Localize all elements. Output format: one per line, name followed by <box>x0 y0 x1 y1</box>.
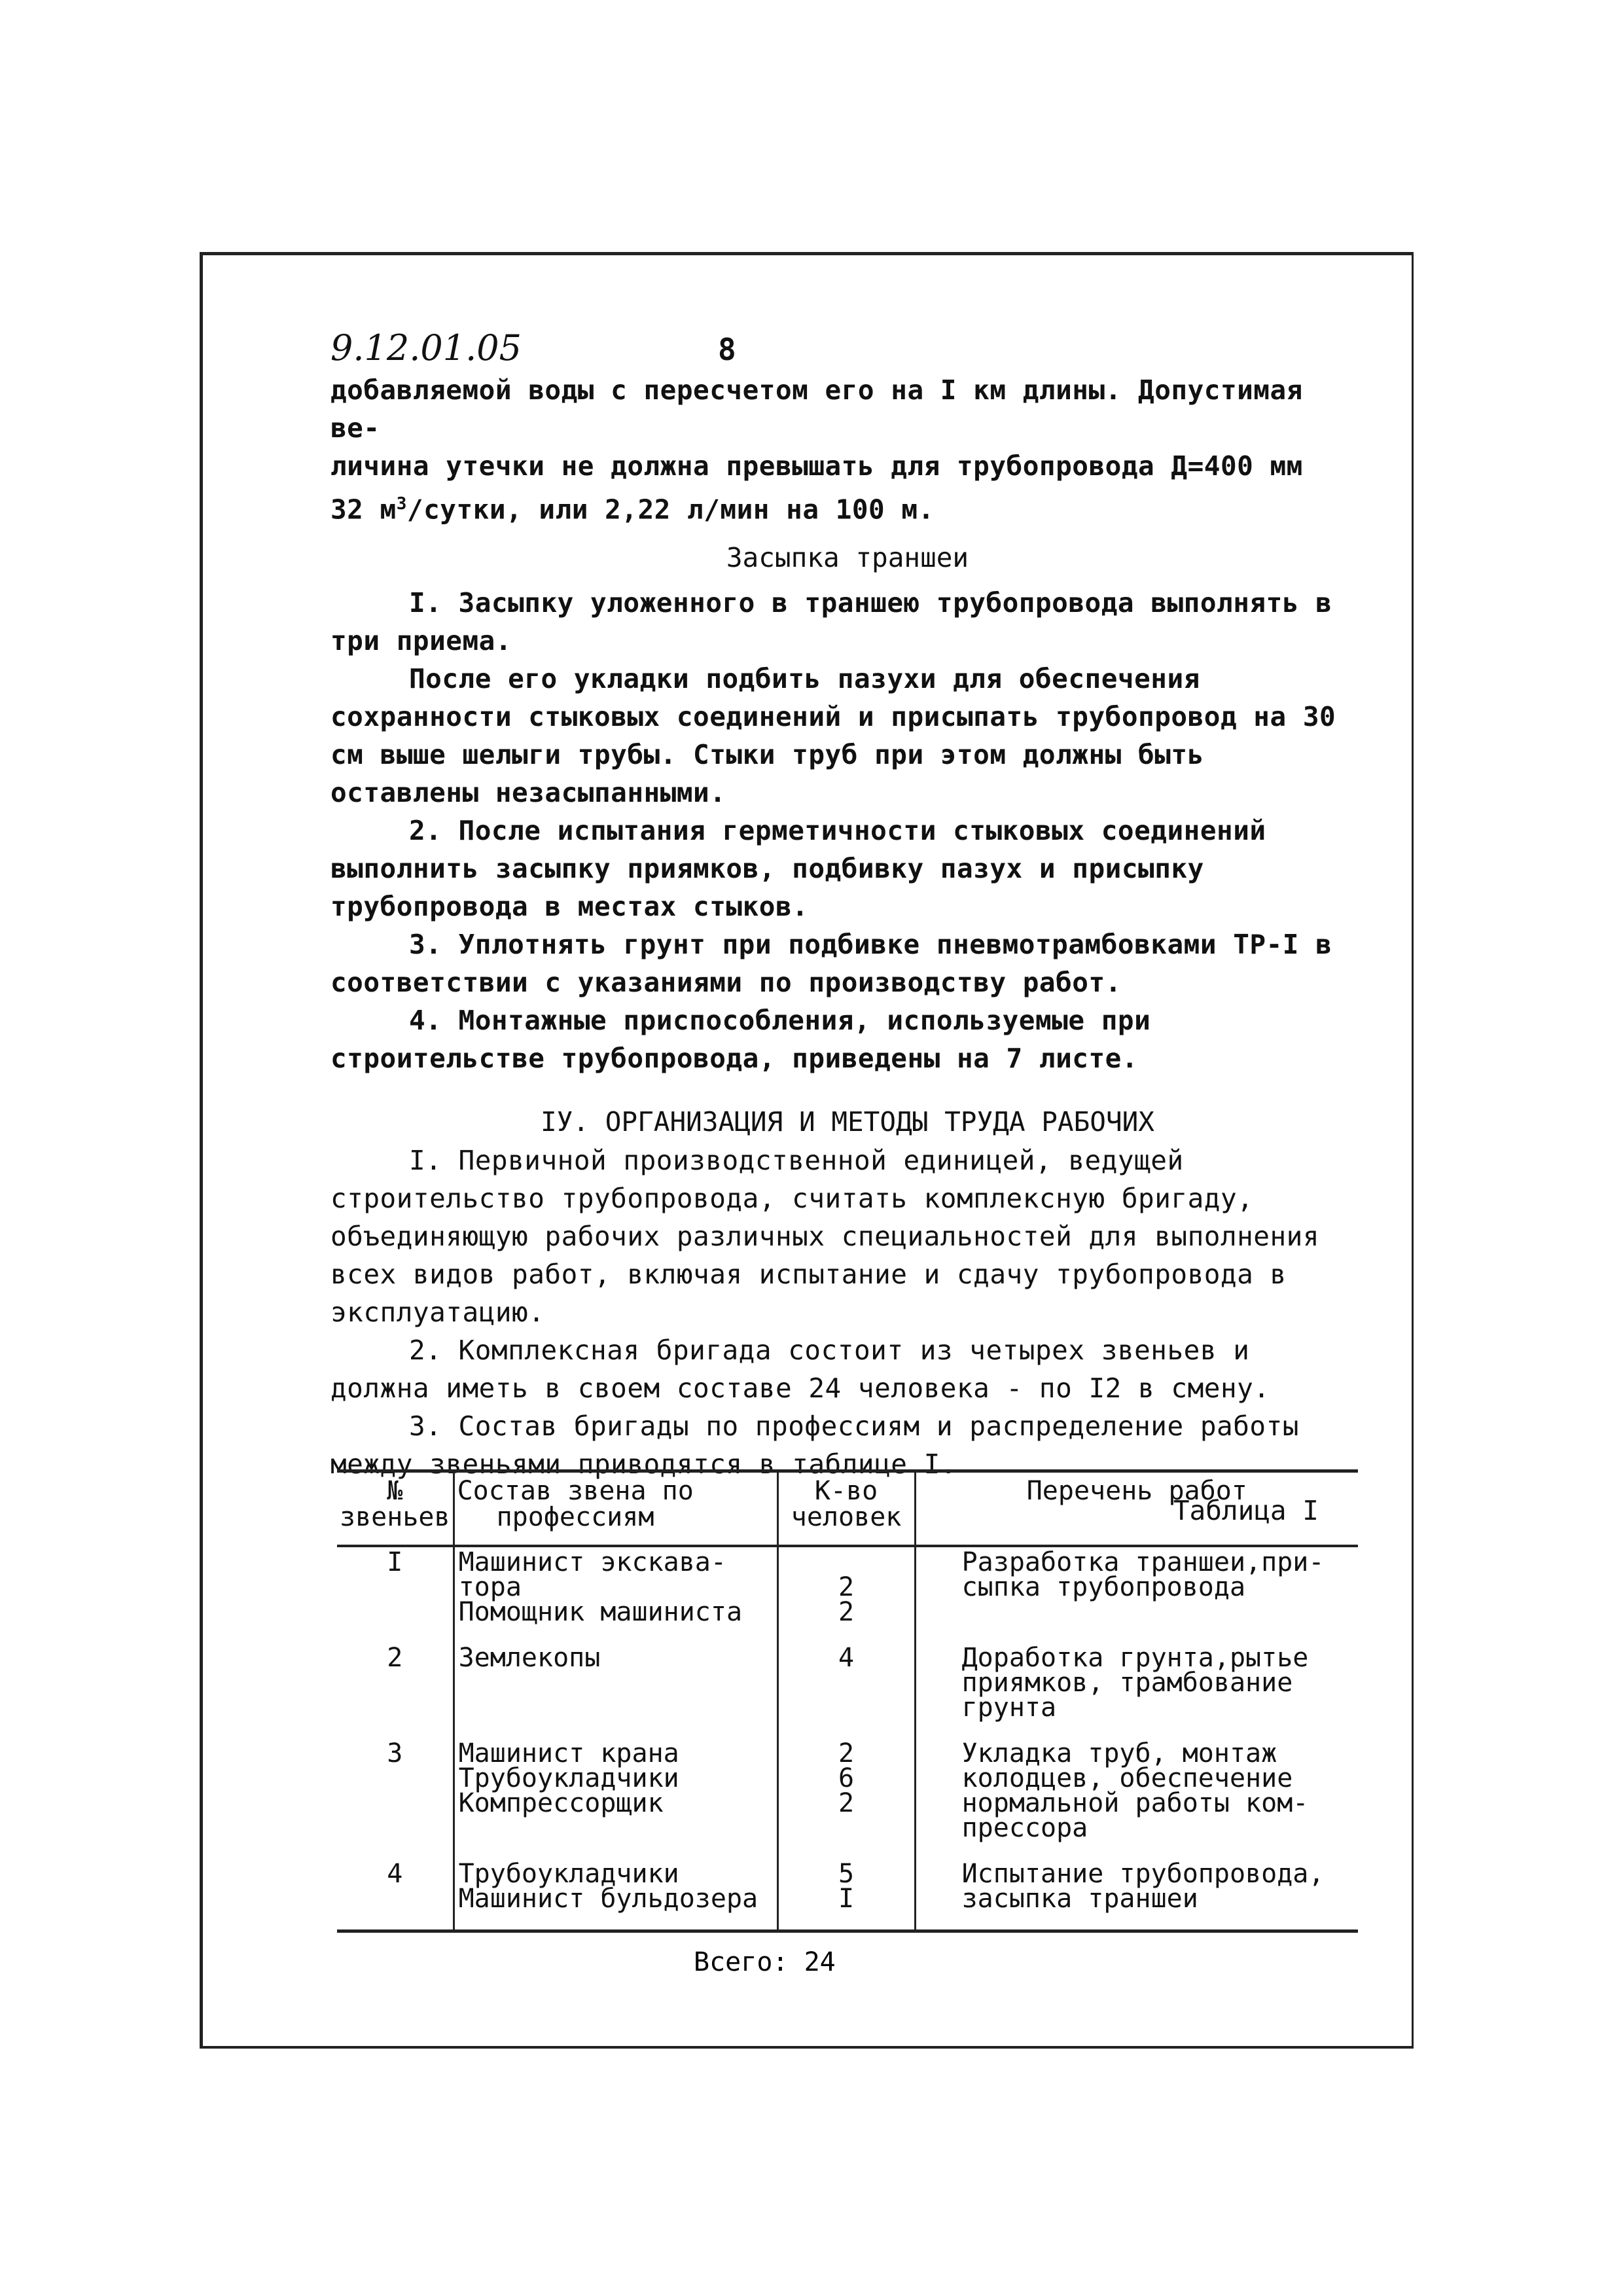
unit-work-list: Доработка грунта,рытье приямков, трамбование грунта <box>961 1643 1309 1723</box>
unit-number: 2 <box>337 1643 454 1738</box>
unit-number: 4 <box>337 1859 454 1931</box>
page-header <box>330 327 1364 368</box>
organization-heading: IУ. ОРГАНИЗАЦИЯ И МЕТОДЫ ТРУДА РАБОЧИХ <box>541 1105 1154 1138</box>
header-unit-number: № звеньев <box>337 1471 454 1547</box>
table-caption: Таблица I <box>1173 1494 1319 1526</box>
backfill-heading: Засыпка траншеи <box>726 541 969 573</box>
unit-number: 3 <box>337 1738 454 1859</box>
table-row <box>337 1859 1358 1931</box>
intro-line-3 <box>330 485 1364 529</box>
organization-paragraph-2: 2. Комплексная бригада состоит из четырех звеньев и должна иметь в своем составе 24 человека - по I2 в смену. <box>330 1334 1270 1404</box>
intro-line-3-b: /сутки, или 2,22 л/мин на 100 м. <box>406 493 935 526</box>
header-work-list: Перечень работ <box>915 1471 1358 1547</box>
intro-line-3-superscript: 3 <box>396 494 407 514</box>
header-count: К-во человек <box>777 1471 915 1547</box>
brigade-table <box>337 1469 1358 1933</box>
table-row <box>337 1643 1358 1738</box>
unit-composition: Машинист экскава- тора Помощник машиниста <box>454 1546 777 1643</box>
unit-count: 5 I <box>777 1859 915 1931</box>
unit-work-list: Укладка труб, монтаж колодцев, обеспечение нормальной работы ком- прессора <box>961 1738 1309 1843</box>
table-row <box>337 1738 1358 1859</box>
unit-count: 2 6 2 <box>777 1738 915 1859</box>
intro-line-3-a: 32 м <box>330 493 397 526</box>
unit-work-list: Испытание трубопровода, засыпка траншеи <box>915 1859 1358 1931</box>
table-row <box>337 1546 1358 1643</box>
unit-composition: Трубоукладчики Машинист бульдозера <box>454 1859 777 1931</box>
organization-paragraph-3: 3. Состав бригады по профессиям и распределение работы между звеньями приводятся в таблице I. <box>330 1410 1299 1480</box>
header-composition: Состав звена по профессиям <box>454 1471 777 1547</box>
table-total: Всего: 24 <box>694 1947 836 1977</box>
document-code: 9.12.01.05 <box>330 327 522 368</box>
unit-number: I <box>337 1546 454 1643</box>
backfill-paragraph-3: 3. Уплотнять грунт при подбивке пневмотрамбовками ТР-I в соответствии с указаниями по производству работ. <box>330 928 1332 998</box>
intro-line-2: личина утечки не должна превышать для трубопровода Д=400 мм <box>330 450 1303 482</box>
unit-composition: Машинист крана Трубоукладчики Компрессорщик <box>454 1738 777 1859</box>
intro-line-1: добавляемой воды с пересчетом его на I км длины. Допустимая ве- <box>330 374 1303 444</box>
backfill-paragraph-4: 4. Монтажные приспособления, используемые при строительстве трубопровода, приведены на 7 листе. <box>330 1004 1151 1074</box>
backfill-paragraph-2: 2. После испытания герметичности стыковых соединений выполнить засыпку приямков, подбивку пазух и присыпку трубопровода в местах стыков. <box>330 814 1266 922</box>
unit-work-list: Разработка траншеи,при- сыпка трубопровода <box>961 1547 1325 1602</box>
unit-composition: Землекопы <box>454 1643 777 1738</box>
document-body <box>330 327 1364 1526</box>
backfill-paragraph-1b: После его укладки подбить пазухи для обеспечения сохранности стыковых соединений и присыпать трубопровод на 30 см выше шелыги трубы. Стыки труб при этом должны быть оставлены незасыпанными. <box>330 662 1336 808</box>
unit-count: 4 <box>777 1643 915 1738</box>
page-number: 8 <box>718 332 736 367</box>
organization-paragraph-1: I. Первичной производственной единицей, ведущей строительство трубопровода, считать комплексную бригаду, объединяющую рабочих различных специальностей для выполнения всех видов работ, включая испытание и сдачу трубопровода в эксплуатацию. <box>330 1144 1320 1328</box>
table-header-row <box>337 1471 1358 1547</box>
unit-count: 2 2 <box>777 1546 915 1643</box>
backfill-paragraph-1: I. Засыпку уложенного в траншею трубопровода выполнять в три приема. <box>330 586 1332 656</box>
